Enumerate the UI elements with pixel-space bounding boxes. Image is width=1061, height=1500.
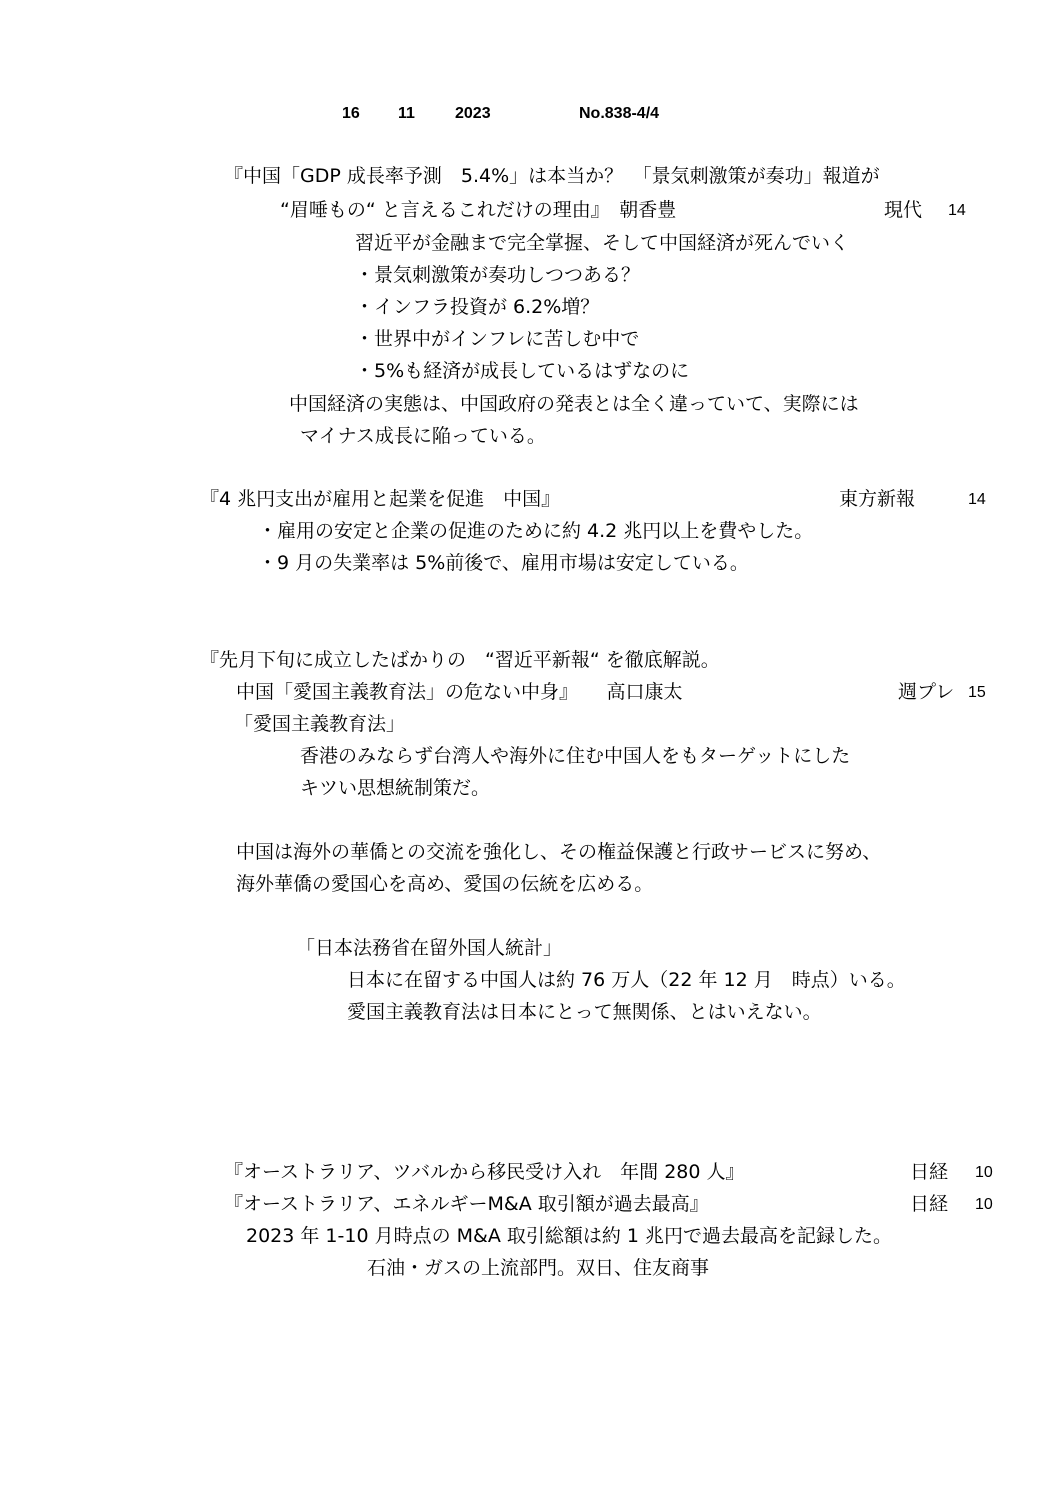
article-3-body-2-line-1: 中国は海外の華僑との交流を強化し、その権益保護と行政サービスに努め、 [236,841,882,863]
article-5-body-line-1: 2023 年 1-10 月時点の M&A 取引総額は約 1 兆円で過去最高を記録した。 [246,1225,893,1247]
article-3-sub-heading: 「愛国主義教育法」 [234,713,406,735]
article-3-title-line-2: 中国「愛国主義教育法」の危ない中身』 高口康太 [236,681,683,703]
article-1-title-line-1: 『中国「GDP 成長率予測 5.4%」は本当か？ 「景気刺激策が奏功」報道が [224,165,880,187]
header-year: 2023 [455,105,491,122]
article-1-title-line-2: “眉唾もの“ と言えるこれだけの理由』 朝香豊 [280,199,677,221]
header-day: 16 [342,105,360,122]
article-1-page: 14 [948,202,966,219]
article-4-source: 日経 [910,1161,949,1183]
header-issue-number: No.838-4/4 [579,105,660,122]
article-1-source: 現代 [884,199,923,221]
article-3-page: 15 [968,684,986,701]
article-3-body-1-line-1: 香港のみならず台湾人や海外に住む中国人をもターゲットにした [300,745,851,767]
article-1-body-line-1: 中国経済の実態は、中国政府の発表とは全く違っていて、実際には [289,393,859,415]
article-3-body-1-line-2: キツい思想統制策だ。 [300,777,491,799]
article-1-body-line-2: マイナス成長に陥っている。 [300,425,546,447]
article-3-title-line-1: 『先月下旬に成立したばかりの “習近平新報“ を徹底解説。 [200,649,720,671]
article-1-bullet-1: ・景気刺激策が奏功しつつある？ [355,264,641,286]
article-3-stats-heading: 「日本法務省在留外国人統計」 [296,937,563,959]
article-3-stats-line-1: 日本に在留する中国人は約 76 万人（22 年 12 月 時点）いる。 [347,969,906,991]
article-5-source: 日経 [910,1193,949,1215]
article-2-title: 『4 兆円支出が雇用と起業を促進 中国』 [200,488,561,510]
article-3-source: 週プレ [898,681,955,703]
article-3-body-2-line-2: 海外華僑の愛国心を高め、愛国の伝統を広める。 [236,873,654,895]
article-5-title: 『オーストラリア、エネルギーM&A 取引額が過去最高』 [224,1193,709,1215]
article-4-page: 10 [975,1164,993,1181]
article-1-bullet-2: ・インフラ投資が 6.2%増？ [355,296,600,318]
article-2-source: 東方新報 [839,488,916,510]
article-2-bullet-1: ・雇用の安定と企業の促進のために約 4.2 兆円以上を費やした。 [258,520,814,542]
header-month: 11 [398,105,415,122]
article-1-subtitle: 習近平が金融まで完全掌握、そして中国経済が死んでいく [355,232,850,254]
article-1-bullet-4: ・5%も経済が成長しているはずなのに [355,360,690,382]
article-3-stats-line-2: 愛国主義教育法は日本にとって無関係、とはいえない。 [347,1001,822,1023]
article-2-bullet-2: ・9 月の失業率は 5%前後で、雇用市場は安定している。 [258,552,749,574]
article-5-page: 10 [975,1196,993,1213]
article-2-page: 14 [968,491,986,508]
article-1-bullet-3: ・世界中がインフレに苦しむ中で [355,328,640,350]
article-5-body-line-2: 石油・ガスの上流部門。双日、住友商事 [367,1257,710,1279]
article-4-title: 『オーストラリア、ツバルから移民受け入れ 年間 280 人』 [224,1161,745,1183]
